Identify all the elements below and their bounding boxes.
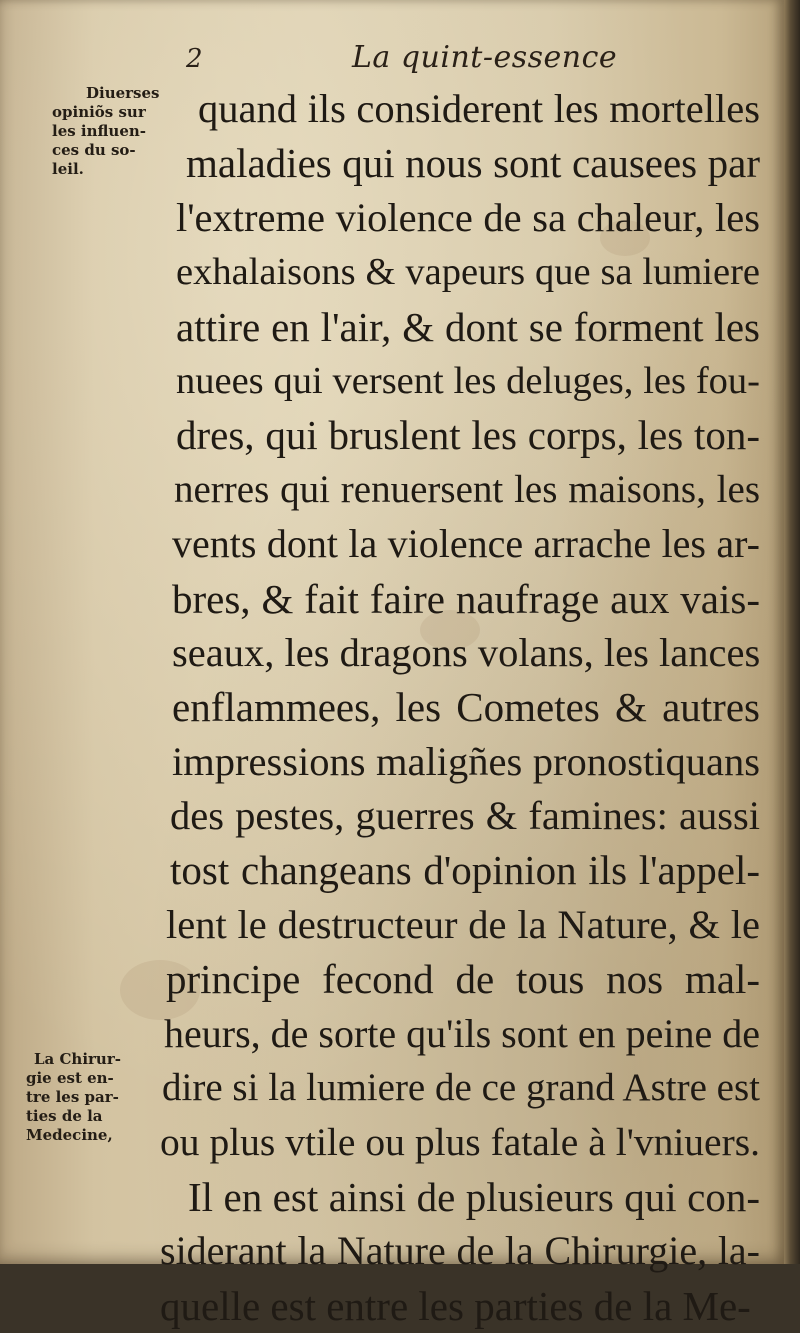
- text-line: ou plus vtile ou plus fatale à l'vniuers.: [160, 1120, 760, 1165]
- margin-note-line: Diuerses: [86, 84, 160, 102]
- text-line: Il en est ainsi de plusieurs qui con-: [188, 1173, 760, 1220]
- text-line: impressions maligñes pronostiquans: [172, 738, 760, 784]
- margin-note-line: les influen-: [52, 122, 146, 140]
- margin-note-line: opiniõs sur: [52, 103, 146, 121]
- text-line: quelle est entre les parties de la Me-: [160, 1282, 751, 1329]
- margin-note-line: leil.: [52, 160, 84, 178]
- page-number: 2: [186, 44, 203, 74]
- text-line: bres, & fait faire naufrage aux vais-: [172, 575, 760, 622]
- page-header: [0, 40, 784, 84]
- margin-note-line: Medecine,: [26, 1126, 113, 1144]
- text-line: nerres qui renuersent les maisons, les: [174, 467, 760, 511]
- page-edge: [784, 0, 800, 1264]
- text-line: enflammees, les Cometes & autres: [172, 684, 760, 731]
- text-line: dres, qui bruslent les corps, les ton-: [176, 412, 760, 459]
- margin-note-surgery: [26, 1050, 121, 1145]
- text-line: maladies qui nous sont causees par: [186, 140, 760, 187]
- margin-note-line: ces du so-: [52, 141, 136, 159]
- body-text: [160, 82, 760, 1333]
- margin-note-line: ties de la: [26, 1107, 103, 1125]
- text-line: des pestes, guerres & famines: aussi: [170, 793, 760, 839]
- text-line: exhalaisons & vapeurs que sa lumiere: [176, 251, 760, 294]
- text-line: quand ils considerent les mortelles: [198, 86, 760, 131]
- text-line: principe fecond de tous nos mal-: [166, 956, 760, 1003]
- text-line: nuees qui versent les deluges, les fou-: [176, 359, 760, 402]
- margin-note-line: La Chirur-: [34, 1050, 121, 1068]
- running-title: La quint-essence: [352, 40, 618, 75]
- margin-note-sun-influences: [52, 84, 160, 179]
- text-line: attire en l'air, & dont se forment les: [176, 303, 760, 350]
- margin-note-line: tre les par-: [26, 1088, 119, 1106]
- text-line: heurs, de sorte qu'ils sont en peine de: [164, 1010, 760, 1056]
- text-line: dire si la lumiere de ce grand Astre est: [162, 1066, 760, 1110]
- text-line: l'extreme violence de sa chaleur, les: [176, 194, 760, 240]
- text-line: siderant la Nature de la Chirurgie, la-: [160, 1228, 760, 1274]
- text-line: vents dont la violence arrache les ar-: [172, 521, 760, 567]
- text-line: seaux, les dragons volans, les lances: [172, 629, 761, 675]
- margin-note-line: gie est en-: [26, 1069, 114, 1087]
- text-line: tost changeans d'opinion ils l'appel-: [170, 847, 760, 894]
- text-line: lent le destructeur de la Nature, & le: [166, 901, 760, 947]
